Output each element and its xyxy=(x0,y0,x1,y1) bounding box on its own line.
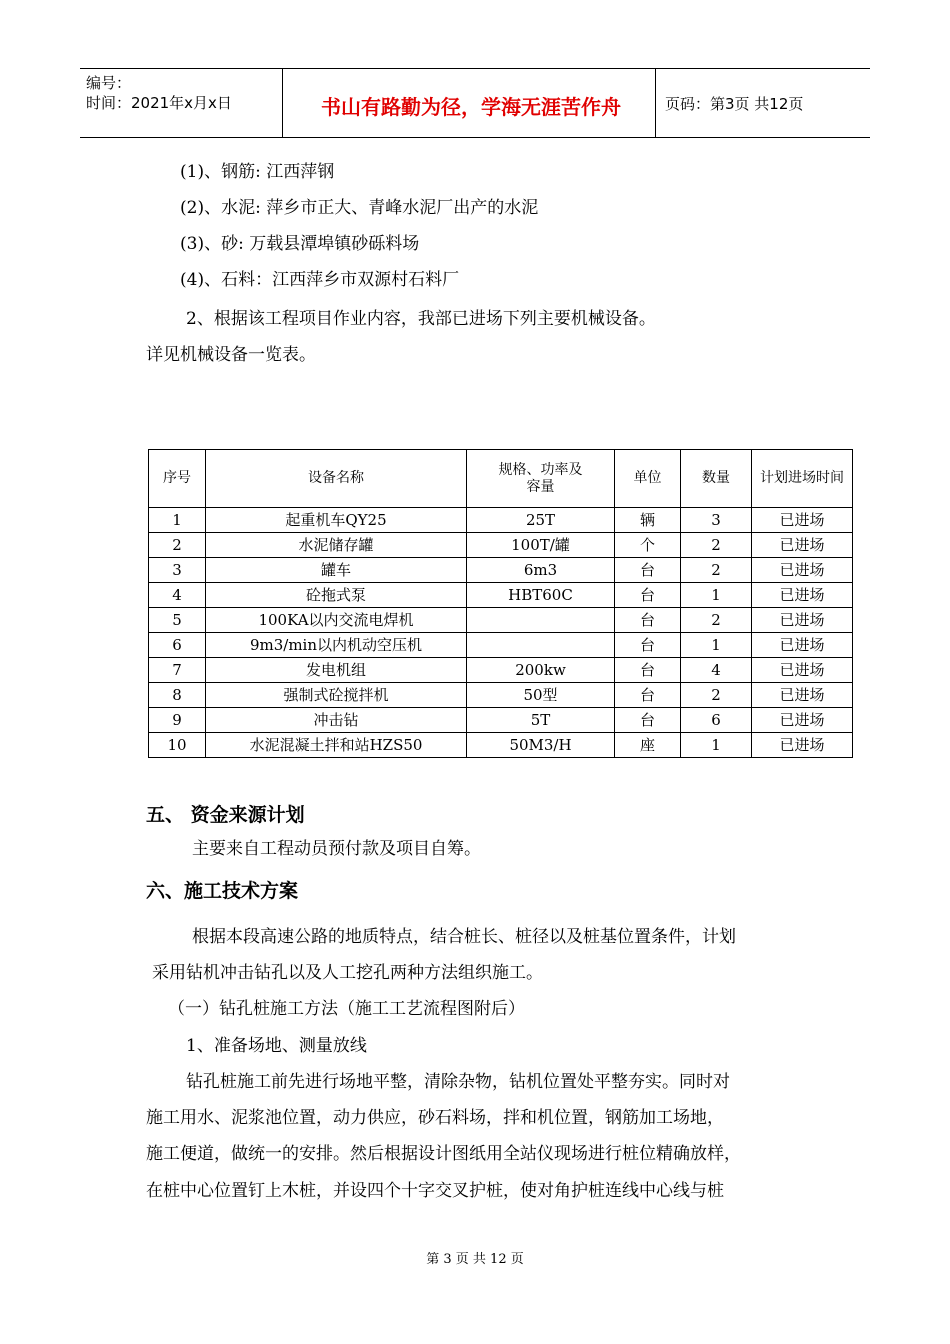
table-cell: 台 xyxy=(615,683,681,708)
table-cell: 4 xyxy=(681,658,752,683)
section-title: 六、施工技术方案 xyxy=(146,880,299,902)
table-cell: HBT60C xyxy=(467,583,615,608)
table-cell: 8 xyxy=(149,683,206,708)
table-header-row xyxy=(149,450,853,508)
table-cell: 2 xyxy=(681,683,752,708)
table-row xyxy=(149,683,853,708)
table-row xyxy=(149,733,853,758)
header-divider xyxy=(655,69,656,137)
table-cell: 25T xyxy=(467,508,615,533)
table-cell: 台 xyxy=(615,583,681,608)
table-cell: 2 xyxy=(681,608,752,633)
table-cell: 已进场 xyxy=(752,508,853,533)
table-cell: 已进场 xyxy=(752,633,853,658)
table-row xyxy=(149,533,853,558)
equipment-table xyxy=(148,449,853,758)
table-cell: 座 xyxy=(615,733,681,758)
page-header xyxy=(80,68,870,138)
table-cell: 已进场 xyxy=(752,683,853,708)
paragraph: 施工用水、泥浆池位置，动力供应，砂石料场，拌和机位置，钢筋加工场地， xyxy=(146,1108,724,1128)
table-cell: 2 xyxy=(681,533,752,558)
table-cell: 6 xyxy=(681,708,752,733)
table-header-cell: 规格、功率及容量 xyxy=(467,450,615,508)
table-cell: 台 xyxy=(615,633,681,658)
table-cell: 起重机车QY25 xyxy=(206,508,467,533)
table-cell: 6 xyxy=(149,633,206,658)
table-cell: 台 xyxy=(615,608,681,633)
paragraph: 施工便道，做统一的安排。然后根据设计图纸用全站仪现场进行桩位精确放样， xyxy=(146,1144,741,1164)
table-cell xyxy=(467,608,615,633)
table-cell: 已进场 xyxy=(752,733,853,758)
table-cell: 5 xyxy=(149,608,206,633)
header-divider xyxy=(282,69,283,137)
header-page-label: 页码：第3页 共12页 xyxy=(665,95,804,113)
table-cell: 100T/罐 xyxy=(467,533,615,558)
table-header-cell: 单位 xyxy=(615,450,681,508)
material-item: (4)、石料：江西萍乡市双源村石料厂 xyxy=(180,270,460,290)
table-cell: 1 xyxy=(681,733,752,758)
paragraph: 详见机械设备一览表。 xyxy=(146,345,316,365)
table-cell: 1 xyxy=(149,508,206,533)
table-cell: 已进场 xyxy=(752,583,853,608)
table-header-cell: 设备名称 xyxy=(206,450,467,508)
paragraph: 在桩中心位置钉上木桩，并设四个十字交叉护桩，使对角护桩连线中心线与桩 xyxy=(146,1181,724,1201)
table-row xyxy=(149,583,853,608)
table-header-cell: 序号 xyxy=(149,450,206,508)
table-row xyxy=(149,658,853,683)
table-header-cell: 计划进场时间 xyxy=(752,450,853,508)
material-item: (1)、钢筋: 江西萍钢 xyxy=(180,162,335,182)
table-row xyxy=(149,608,853,633)
table-cell: 罐车 xyxy=(206,558,467,583)
table-row xyxy=(149,633,853,658)
table-cell: 1 xyxy=(681,633,752,658)
subheading: 1、准备场地、测量放线 xyxy=(186,1036,367,1056)
table-cell: 9 xyxy=(149,708,206,733)
table-cell: 台 xyxy=(615,658,681,683)
table-cell: 200kw xyxy=(467,658,615,683)
table-cell: 5T xyxy=(467,708,615,733)
paragraph: 主要来自工程动员预付款及项目自筹。 xyxy=(192,839,481,859)
table-cell: 发电机组 xyxy=(206,658,467,683)
table-cell: 50型 xyxy=(467,683,615,708)
paragraph: 采用钻机冲击钻孔以及人工挖孔两种方法组织施工。 xyxy=(152,963,543,983)
table-cell xyxy=(467,633,615,658)
table-cell: 砼拖式泵 xyxy=(206,583,467,608)
table-cell: 100KA以内交流电焊机 xyxy=(206,608,467,633)
material-item: (2)、水泥: 萍乡市正大、青峰水泥厂出产的水泥 xyxy=(180,198,539,218)
table-cell: 6m3 xyxy=(467,558,615,583)
number-label: 编号： xyxy=(86,74,132,92)
subheading: （一）钻孔桩施工方法（施工工艺流程图附后） xyxy=(168,999,525,1019)
page-footer: 第 3 页 共 12 页 xyxy=(426,1252,524,1267)
table-cell: 3 xyxy=(681,508,752,533)
table-cell: 已进场 xyxy=(752,658,853,683)
header-meta xyxy=(86,73,232,113)
table-cell: 1 xyxy=(681,583,752,608)
table-cell: 台 xyxy=(615,708,681,733)
table-cell: 水泥储存罐 xyxy=(206,533,467,558)
paragraph: 2、根据该工程项目作业内容，我部已进场下列主要机械设备。 xyxy=(186,309,656,329)
table-cell: 9m3/min以内机动空压机 xyxy=(206,633,467,658)
table-cell: 7 xyxy=(149,658,206,683)
table-cell: 水泥混凝土拌和站HZS50 xyxy=(206,733,467,758)
table-cell: 4 xyxy=(149,583,206,608)
material-item: (3)、砂: 万载县潭埠镇砂砾料场 xyxy=(180,234,420,254)
table-cell: 10 xyxy=(149,733,206,758)
table-cell: 3 xyxy=(149,558,206,583)
table-row xyxy=(149,558,853,583)
table-header-cell: 数量 xyxy=(681,450,752,508)
table-cell: 已进场 xyxy=(752,558,853,583)
table-cell: 个 xyxy=(615,533,681,558)
table-cell: 辆 xyxy=(615,508,681,533)
table-cell: 已进场 xyxy=(752,608,853,633)
header-motto: 书山有路勤为径，学海无涯苦作舟 xyxy=(321,95,621,119)
table-cell: 冲击钻 xyxy=(206,708,467,733)
table-cell: 2 xyxy=(149,533,206,558)
table-cell: 50M3/H xyxy=(467,733,615,758)
paragraph: 钻孔桩施工前先进行场地平整，清除杂物，钻机位置处平整夯实。同时对 xyxy=(186,1072,730,1092)
time-label: 时间：2021年x月x日 xyxy=(86,94,232,112)
table-row xyxy=(149,508,853,533)
table-cell: 台 xyxy=(615,558,681,583)
section-title: 五、 资金来源计划 xyxy=(146,804,305,826)
paragraph: 根据本段高速公路的地质特点，结合桩长、桩径以及桩基位置条件，计划 xyxy=(192,927,736,947)
table-cell: 已进场 xyxy=(752,708,853,733)
table-cell: 已进场 xyxy=(752,533,853,558)
table-row xyxy=(149,708,853,733)
table-cell: 强制式砼搅拌机 xyxy=(206,683,467,708)
table-cell: 2 xyxy=(681,558,752,583)
